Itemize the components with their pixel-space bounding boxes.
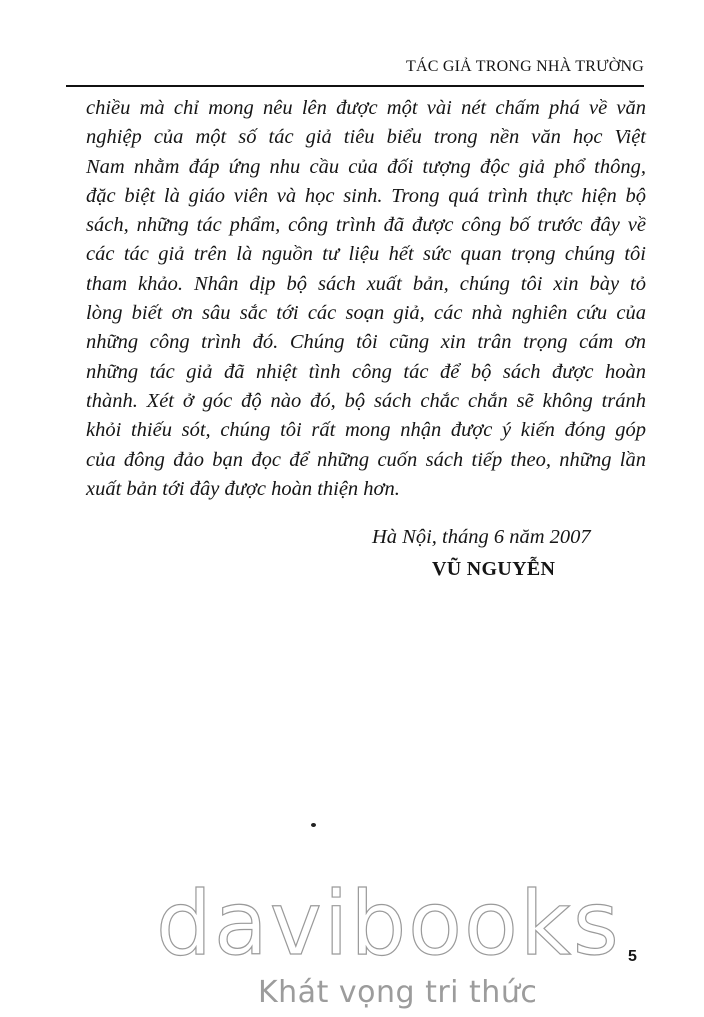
running-header: TÁC GIẢ TRONG NHÀ TRƯỜNG bbox=[406, 58, 644, 75]
page-number: 5 bbox=[628, 948, 637, 965]
watermark-tagline: Khát vọng tri thức bbox=[258, 975, 538, 1010]
text-line: thành. Xét ở góc độ nào đó, bộ sách chắc chắn sẽ không tránh bbox=[86, 389, 646, 412]
text-line: xuất bản tới đây được hoàn thiện hơn. bbox=[86, 477, 400, 500]
text-line: các tác giả trên là nguồn tư liệu hết sức quan trọng chúng tôi bbox=[86, 243, 646, 266]
signature-author: VŨ NGUYỄN bbox=[432, 558, 556, 580]
text-line: chiều mà chỉ mong nêu lên được một vài nét chấm phá về văn bbox=[86, 97, 646, 119]
text-line: sách, những tác phẩm, công trình đã được công bố trước đây về bbox=[86, 214, 646, 237]
text-line: khỏi thiếu sót, chúng tôi rất mong nhận được ý kiến đóng góp bbox=[86, 419, 646, 442]
watermark-logo: davibooks bbox=[156, 872, 621, 975]
body-paragraph bbox=[86, 94, 646, 504]
text-line: nghiệp của một số tác giả tiêu biểu trong nền văn học Việt bbox=[86, 126, 646, 149]
print-speck bbox=[311, 823, 316, 827]
text-line: những tác giả đã nhiệt tình công tác để bộ sách được hoàn bbox=[86, 360, 646, 383]
text-line: Nam nhằm đáp ứng nhu cầu của đối tượng độc giả phổ thông, bbox=[86, 155, 646, 178]
text-line: lòng biết ơn sâu sắc tới các soạn giả, các nhà nghiên cứu của bbox=[86, 302, 646, 325]
text-line: tham khảo. Nhân dịp bộ sách xuất bản, chúng tôi xin bày tỏ bbox=[86, 272, 646, 295]
text-line: của đông đảo bạn đọc để những cuốn sách tiếp theo, những lần bbox=[86, 448, 646, 471]
text-line: những công trình đó. Chúng tôi cũng xin trân trọng cám ơn bbox=[86, 331, 646, 354]
header-rule bbox=[66, 85, 644, 87]
text-line: đặc biệt là giáo viên và học sinh. Trong quá trình thực hiện bộ bbox=[86, 184, 646, 207]
signature-place-date: Hà Nội, tháng 6 năm 2007 bbox=[372, 526, 591, 548]
